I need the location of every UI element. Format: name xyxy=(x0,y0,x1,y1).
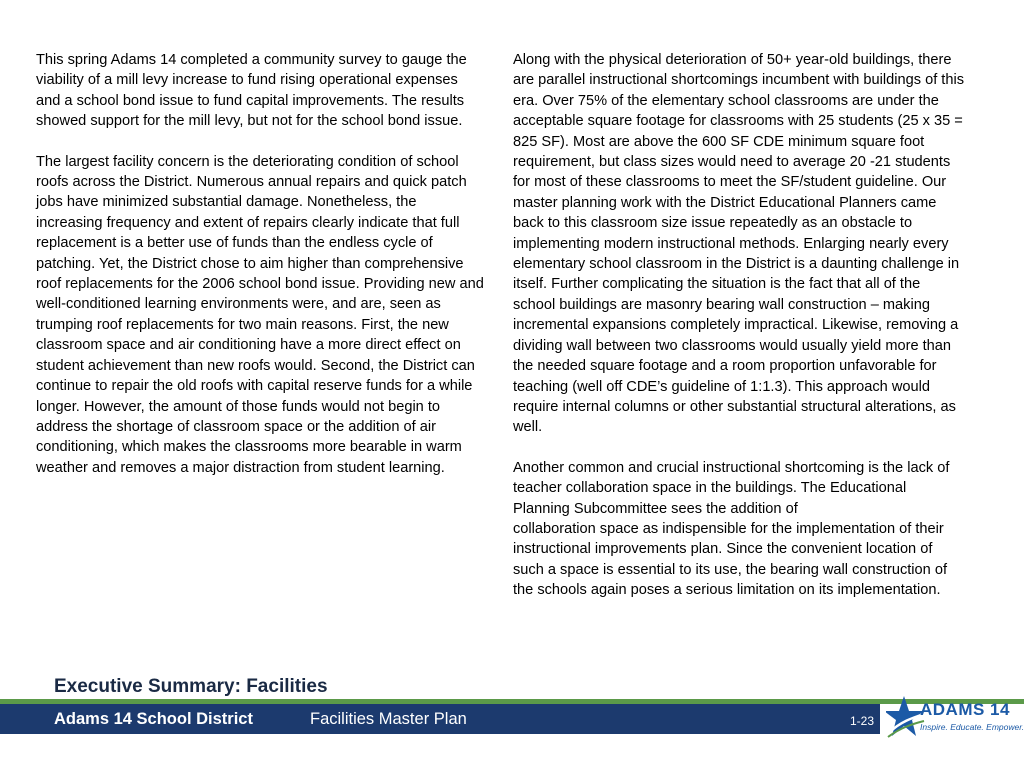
left-column xyxy=(36,50,486,498)
right-column xyxy=(513,50,965,621)
page-number: 1-23 xyxy=(850,714,875,728)
paragraph-roofs: The largest facility concern is the deteriorating condition of school roofs across the District. Numerous annual repairs and quick patch jobs have minimized substantial damage. Nonetheless, the increasing frequency and extent of repairs clearly indicate that full replacement is a better use of funds than the endless cycle of patching. Yet, the District chose to aim higher than comprehensive roof replacements for the 2006 school bond issue. Providing new and well-conditioned learning environments were, and are, seen as trumping roof replacements for two main reasons. First, the new classroom space and air conditioning have a more direct effect on student achievement than new roofs would. Second, the District can continue to repair the old roofs with capital reserve funds for a while longer. However, the amount of those funds would not begin to address the shortage of classroom space or the addition of air conditioning, which makes the classrooms more bearable in warm weather and removes a major distraction from student learning. xyxy=(36,153,484,476)
adams-14-logo xyxy=(886,694,1022,742)
paragraph-collaboration-continued: collaboration space as indispensible for the implementation of their instructional improvements plan. Since the convenient location of such a space is essential to its use, the bearing wall construction of the schools again poses a serious limitation on its implementation. xyxy=(513,520,947,599)
paragraph-classrooms: Along with the physical deterioration of 50+ year-old buildings, there are parallel instructional shortcomings incumbent with buildings of this era. Over 75% of the elementary school classrooms are under the acceptable square footage for classrooms with 25 students (25 x 35 = 825 SF). Most are above the 600 SF CDE minimum square foot requirement, but class sizes would need to average 20 -21 students for most of these classrooms to meet the SF/student guideline. Our master planning work with the District Educational Planners came back to this classroom size issue repeatedly as an obstacle to implementing modern instructional methods. Enlarging nearly every elementary school classroom in the District is a daunting challenge in itself. Further complicating the situation is the fact that all of the school buildings are masonry bearing wall construction – making incremental expansions completely impractical. Likewise, removing a dividing wall between two classrooms would usually yield more than the needed square footage and a room proportion unfavorable for teaching (well off CDE’s guideline of 1:1.3). This approach would require internal columns or other substantial structural alterations, as well. xyxy=(513,52,965,436)
section-title: Executive Summary: Facilities xyxy=(54,676,328,697)
paragraph-survey: This spring Adams 14 completed a community survey to gauge the viability of a mill levy increase to fund rising operational expenses and a school bond issue to fund capital improvements. The results showed support for the mill levy, but not for the school bond issue. xyxy=(36,52,467,130)
footer-district-name: Adams 14 School District xyxy=(54,710,253,728)
logo-name: ADAMS 14 xyxy=(920,700,1010,719)
logo-tagline: Inspire. Educate. Empower. xyxy=(920,722,1024,732)
footer-plan-name: Facilities Master Plan xyxy=(310,710,467,728)
paragraph-collaboration: Another common and crucial instructional shortcoming is the lack of teacher collaboration space in the buildings. The Educational Planning Subcommittee sees the addition of xyxy=(513,459,950,517)
